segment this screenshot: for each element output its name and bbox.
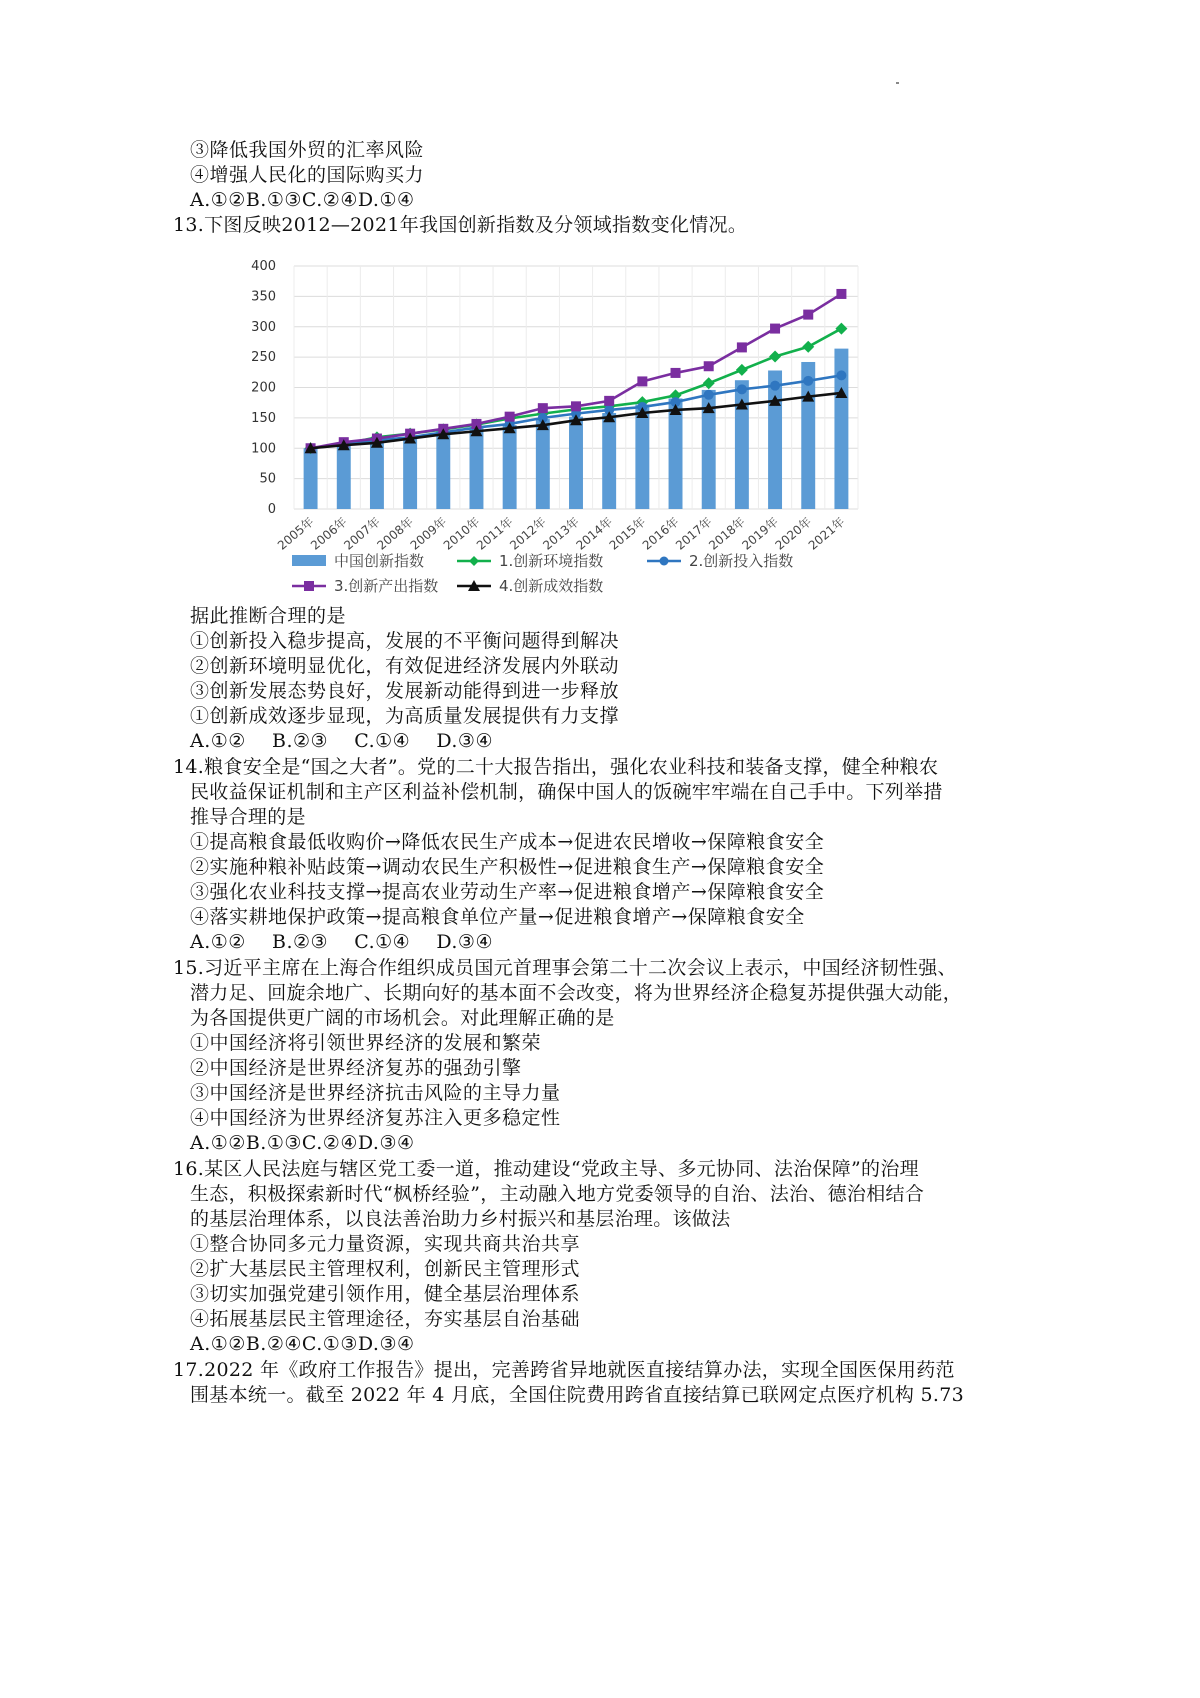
q15-stem-line-3: 为各国提供更广阔的市场机会。对此理解正确的是 bbox=[190, 1007, 615, 1029]
y-tick-label: 200 bbox=[251, 380, 276, 396]
data-point bbox=[803, 310, 813, 320]
chart-bars bbox=[304, 349, 849, 509]
chart-bar bbox=[602, 413, 616, 509]
data-point bbox=[571, 401, 581, 411]
q17-stem-line-1: 17.2022 年《政府工作报告》提出，完善跨省异地就医直接结算办法，实现全国医保用药范 bbox=[173, 1359, 955, 1381]
q16-stem-line-3: 的基层治理体系，以良法善治助力乡村振兴和基层治理。该做法 bbox=[190, 1208, 731, 1230]
data-point bbox=[704, 361, 714, 371]
legend-swatch bbox=[292, 555, 326, 566]
y-tick-label: 300 bbox=[251, 319, 276, 335]
data-point bbox=[505, 412, 515, 422]
y-tick-label: 250 bbox=[251, 350, 276, 366]
y-tick-label: 150 bbox=[251, 410, 276, 426]
data-point bbox=[737, 384, 747, 394]
q16-stem-line-2: 生态，积极探索新时代“枫桥经验”，主动融入地方党委领导的自治、法治、德治相结合 bbox=[190, 1183, 925, 1205]
data-point bbox=[704, 390, 714, 400]
prev-answer-choices: A.①②B.①③C.②④D.①④ bbox=[190, 189, 415, 211]
data-point bbox=[538, 403, 548, 413]
y-tick-label: 400 bbox=[251, 259, 276, 274]
x-tick-label: 2005年 bbox=[274, 514, 317, 553]
data-point bbox=[769, 351, 781, 363]
q16-option-4: ④拓展基层民主管理途径，夯实基层自治基础 bbox=[190, 1308, 581, 1330]
x-tick-label: 2018年 bbox=[706, 514, 748, 553]
data-point bbox=[770, 324, 780, 334]
legend-label: 4.创新成效指数 bbox=[499, 577, 604, 595]
chart-bar bbox=[768, 370, 782, 509]
y-tick-label: 100 bbox=[251, 441, 276, 457]
x-tick-label: 2012年 bbox=[507, 514, 549, 553]
legend-label: 3.创新产出指数 bbox=[334, 577, 439, 595]
q13-prompt: 据此推断合理的是 bbox=[190, 605, 347, 627]
y-tick-label: 350 bbox=[251, 289, 276, 305]
q13-answer-choices: A.①② B.②③ C.①④ D.③④ bbox=[190, 730, 493, 752]
q14-stem-line-2: 民收益保证机制和主产区利益补偿机制，确保中国人的饭碗牢牢端在自己手中。下列举措 bbox=[190, 781, 943, 803]
chart-bar bbox=[436, 431, 450, 509]
data-point bbox=[604, 396, 614, 406]
prev-option-4: ④增强人民化的国际购买力 bbox=[190, 164, 425, 186]
q15-answer-choices: A.①②B.①③C.②④D.③④ bbox=[190, 1132, 415, 1154]
x-tick-label: 2013年 bbox=[540, 514, 582, 553]
chart-bar bbox=[569, 417, 583, 509]
x-tick-label: 2020年 bbox=[772, 514, 815, 553]
x-tick-label: 2021年 bbox=[805, 514, 848, 553]
legend-label: 中国创新指数 bbox=[334, 552, 425, 570]
y-tick-label: 50 bbox=[259, 471, 276, 487]
q14-answer-choices: A.①② B.②③ C.①④ D.③④ bbox=[190, 931, 493, 953]
chart-bar bbox=[669, 398, 683, 509]
q16-option-3: ③切实加强党建引领作用，健全基层治理体系 bbox=[190, 1283, 581, 1305]
x-tick-label: 2017年 bbox=[673, 514, 715, 553]
q14-option-1: ①提高粮食最低收购价→降低农民生产成本→促进农民增收→保障粮食安全 bbox=[190, 831, 825, 853]
q16-answer-choices: A.①②B.②④C.①③D.③④ bbox=[190, 1333, 415, 1355]
chart-bar bbox=[536, 419, 550, 509]
q14-option-4: ④落实耕地保护政策→提高粮食单位产量→促进粮食增产→保障粮食安全 bbox=[190, 906, 805, 928]
q16-option-2: ②扩大基层民主管理权利，创新民主管理形式 bbox=[190, 1258, 581, 1280]
chart-bar bbox=[337, 445, 351, 509]
data-point bbox=[671, 368, 681, 378]
chart-bar bbox=[635, 405, 649, 509]
q16-stem-line-1: 16.某区人民法庭与辖区党工委一道，推动建设“党政主导、多元协同、法治保障”的治理 bbox=[173, 1158, 919, 1180]
q15-stem-line-2: 潜力足、回旋余地广、长期向好的基本面不会改变，将为世界经济企稳复苏提供强大动能， bbox=[190, 982, 963, 1004]
legend-label: 1.创新环境指数 bbox=[499, 552, 604, 570]
q15-option-4: ④中国经济为世界经济复苏注入更多稳定性 bbox=[190, 1107, 561, 1129]
data-point bbox=[803, 376, 813, 386]
chart-y-tick-labels bbox=[251, 259, 276, 517]
x-tick-label: 2016年 bbox=[639, 514, 682, 553]
chart-bar bbox=[403, 437, 417, 509]
x-tick-label: 2009年 bbox=[407, 514, 450, 553]
q17-stem-line-2: 围基本统一。截至 2022 年 4 月底，全国住院费用跨省直接结算已联网定点医疗机构 5.73 bbox=[190, 1384, 965, 1406]
q14-option-3: ③强化农业科技支撑→提高农业劳动生产率→促进粮食增产→保障粮食安全 bbox=[190, 881, 825, 903]
data-point bbox=[770, 381, 780, 391]
y-tick-label: 0 bbox=[267, 502, 276, 517]
q13-option-3: ③创新发展态势良好，发展新动能得到进一步释放 bbox=[190, 680, 620, 702]
data-point bbox=[737, 342, 747, 352]
chart-legend bbox=[292, 552, 793, 595]
x-tick-label: 2006年 bbox=[308, 514, 350, 553]
x-tick-label: 2014年 bbox=[573, 514, 616, 553]
chart-bar bbox=[304, 448, 318, 509]
x-tick-label: 2015年 bbox=[606, 514, 649, 553]
q13-option-4: ①创新成效逐步显现，为高质量发展提供有力支撑 bbox=[190, 705, 620, 727]
q15-option-2: ②中国经济是世界经济复苏的强劲引擎 bbox=[190, 1057, 522, 1079]
data-point bbox=[836, 370, 846, 380]
x-tick-label: 2010年 bbox=[440, 514, 483, 553]
x-tick-label: 2019年 bbox=[739, 514, 781, 553]
innovation-index-chart bbox=[251, 258, 868, 608]
q13-option-1: ①创新投入稳步提高，发展的不平衡问题得到解决 bbox=[190, 630, 620, 652]
data-point bbox=[802, 341, 814, 353]
data-point bbox=[736, 364, 748, 376]
chart-bar bbox=[470, 428, 484, 509]
q14-stem-line-1: 14.粮食安全是“国之大者”。党的二十大报告指出，强化农业科技和装备支撑，健全种粮农 bbox=[173, 756, 939, 778]
q14-stem-line-3: 推导合理的是 bbox=[190, 806, 306, 828]
data-point bbox=[836, 289, 846, 299]
q15-option-1: ①中国经济将引领世界经济的发展和繁荣 bbox=[190, 1032, 542, 1054]
q15-stem-line-1: 15.习近平主席在上海合作组织成员国元首理事会第二十二次会议上表示，中国经济韧性强、 bbox=[173, 957, 957, 979]
data-point bbox=[637, 376, 647, 386]
legend-marker bbox=[469, 556, 479, 566]
q16-option-1: ①整合协同多元力量资源，实现共商共治共享 bbox=[190, 1233, 581, 1255]
prev-option-3: ③降低我国外贸的汇率风险 bbox=[190, 139, 425, 161]
legend-marker bbox=[304, 581, 314, 591]
q14-option-2: ②实施种粮补贴歧策→调动农民生产积极性→促进粮食生产→保障粮食安全 bbox=[190, 856, 825, 878]
q13-option-2: ②创新环境明显优化，有效促进经济发展内外联动 bbox=[190, 655, 620, 677]
x-tick-label: 2008年 bbox=[374, 514, 417, 553]
legend-label: 2.创新投入指数 bbox=[689, 552, 794, 570]
x-tick-label: 2007年 bbox=[341, 514, 383, 553]
q15-option-3: ③中国经济是世界经济抗击风险的主导力量 bbox=[190, 1082, 561, 1104]
chart-bar bbox=[503, 425, 517, 509]
legend-marker bbox=[660, 557, 669, 566]
chart-x-tick-labels bbox=[274, 514, 847, 553]
q13-stem: 13.下图反映2012—2021年我国创新指数及分领域指数变化情况。 bbox=[173, 214, 748, 236]
page-mark bbox=[896, 82, 899, 84]
x-tick-label: 2011年 bbox=[473, 514, 516, 553]
data-point bbox=[835, 323, 847, 335]
chart-bar bbox=[370, 440, 384, 509]
